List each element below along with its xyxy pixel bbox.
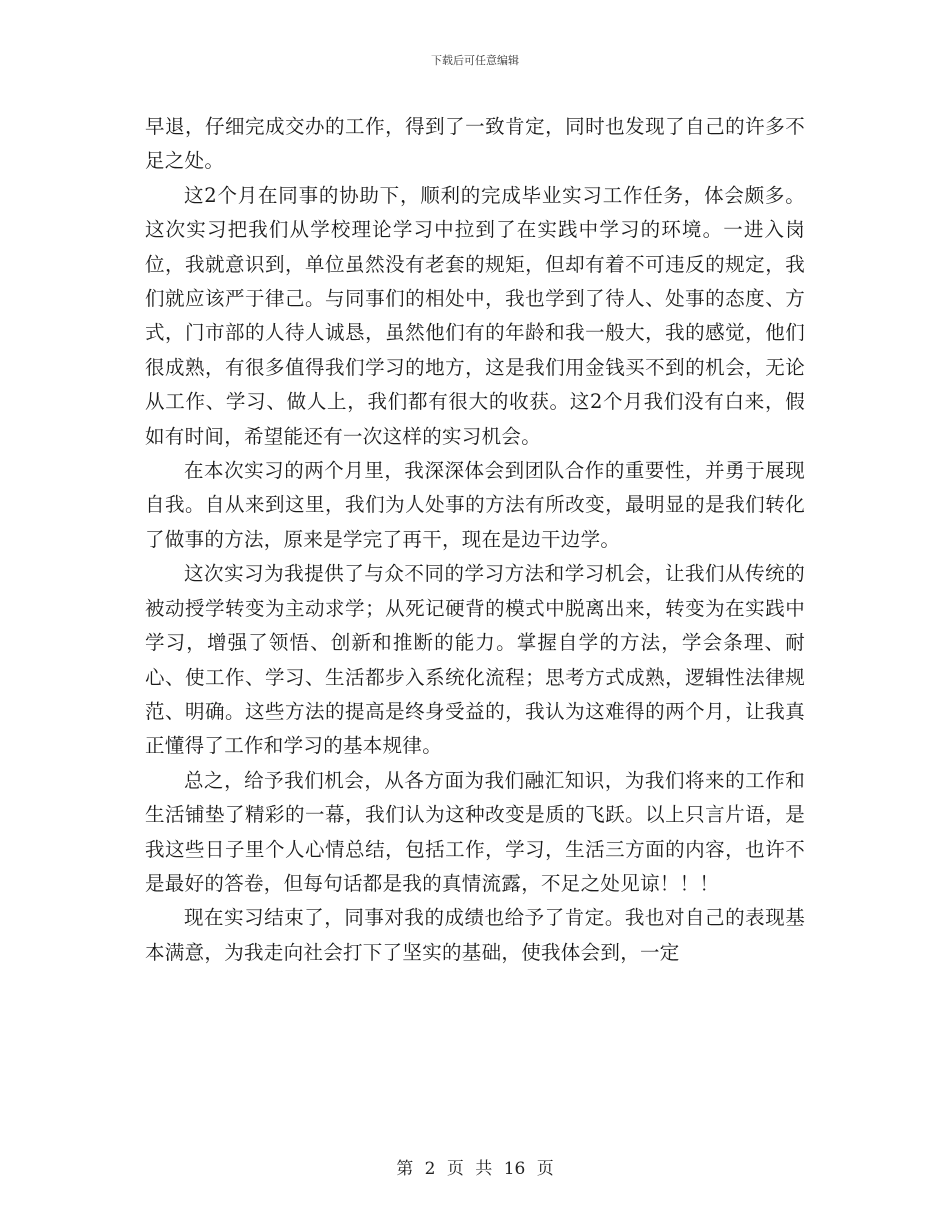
paragraph: 现在实习结束了，同事对我的成绩也给予了肯定。我也对自己的表现基本满意，为我走向社会打下了坚实的基础，使我体会到，一定 bbox=[145, 906, 805, 964]
paragraph: 这2个月在同事的协助下，顺利的完成毕业实习工作任务，体会颇多。这次实习把我们从学校理论学习中拉到了在实践中学习的环境。一进入岗位，我就意识到，单位虽然没有老套的规矩，但却有着不可违反的规定，我们就应该严于律己。与同事们的相处中，我也学到了待人、处事的态度、方式，门市部的人待人诚恳，虽然他们有的年龄和我一般大，我的感觉，他们很成熟，有很多值得我们学习的地方，这是我们用金钱买不到的机会，无论从工作、学习、做人上，我们都有很大的收获。这2个月我们没有白来，假如有时间，希望能还有一次这样的实习机会。 bbox=[145, 183, 805, 448]
page-header: 下载后可任意编辑 bbox=[431, 54, 519, 67]
paragraph: 总之，给予我们机会，从各方面为我们融汇知识，为我们将来的工作和生活铺垫了精彩的一幕，我们认为这种改变是质的飞跃。以上只言片语，是我这些日子里个人心情总结，包括工作，学习，生活三方面的内容，也许不是最好的答卷，但每句话都是我的真情流露，不足之处见谅！！！ bbox=[145, 768, 805, 895]
paragraph: 这次实习为我提供了与众不同的学习方法和学习机会，让我们从传统的被动授学转变为主动求学；从死记硬背的模式中脱离出来，转变为在实践中学习，增强了领悟、创新和推断的能力。掌握自学的方法，学会条理、耐心、使工作、学习、生活都步入系统化流程；思考方式成熟，逻辑性法律规范、明确。这些方法的提高是终身受益的，我认为这难得的两个月，让我真正懂得了工作和学习的基本规律。 bbox=[145, 562, 805, 758]
document-body bbox=[145, 110, 805, 970]
paragraph-continuation: 早退，仔细完成交办的工作，得到了一致肯定，同时也发现了自己的许多不足之处。 bbox=[145, 115, 805, 173]
page-number-footer: 第 2 页 共 16 页 bbox=[396, 1159, 554, 1179]
paragraph: 在本次实习的两个月里，我深深体会到团队合作的重要性，并勇于展现自我。自从来到这里，我们为人处事的方法有所改变，最明显的是我们转化了做事的方法，原来是学完了再干，现在是边干边学。 bbox=[145, 459, 805, 551]
